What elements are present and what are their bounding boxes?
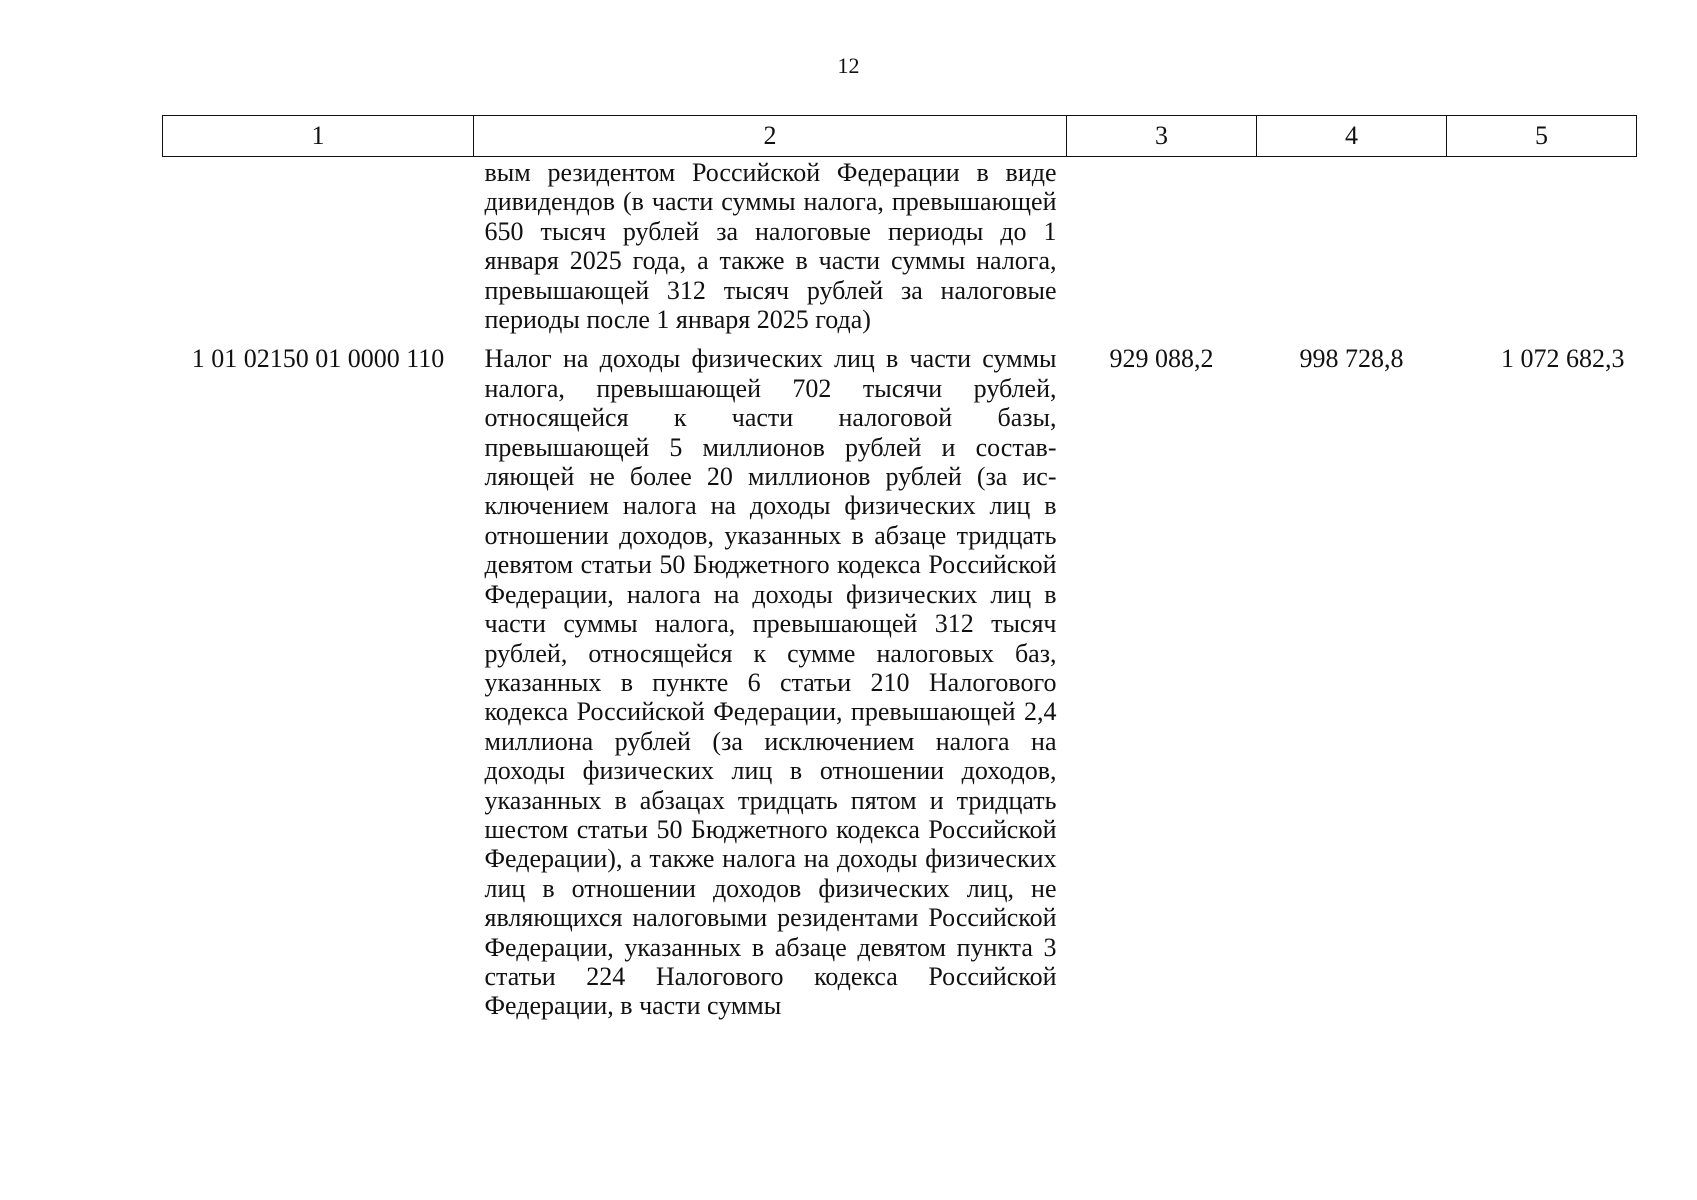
value-col-3: 929 088,2 <box>1109 344 1214 374</box>
column-header-3: 3 <box>1067 116 1257 157</box>
description-text: Налог на доходы физических лиц в части суммы налога, превышающей 702 тысячи рублей, относящейся к части налоговой базы, превышающей 5 миллионов рублей и составляющей не более 20 миллионов рублей (за исключением налога на доходы физических лиц в отношении доходов, указанных в абзаце тридцать девятом статьи 50 Бюджетного кодекса Российской Федерации, налога на доходы физических лиц в части суммы налога, превышающей 312 тысяч рублей, относящейся к сумме налоговых баз, указанных в пункте 6 статьи 210 Налогового кодекса Российской Федерации, превышающей 2,4 миллиона рублей (за исключением налога на доходы физических лиц в отношении доходов, указанных в абзацах тридцать пятом и тридцать шестом статьи 50 Бюджетного кодекса Российской Федерации), а также налога на доходы физических лиц в отношении доходов физических лиц, не являющихся налоговыми резидентами Российской Федерации, указанных в абзаце девятом пункта 3 статьи 224 Налогового кодекса Российской Федерации, в части суммы <box>484 344 1057 1021</box>
description-cell <box>474 157 1067 345</box>
table-body <box>163 157 1637 1021</box>
value-col-3 <box>1067 157 1257 345</box>
column-header-1: 1 <box>163 116 474 157</box>
value-col-4: 998 728,8 <box>1299 344 1404 374</box>
header-row <box>163 116 1637 157</box>
description-text: вым резидентом Российской Федерации в виде дивидендов (в части суммы налога, превышающей 650 тысяч рублей за налоговые периоды до 1 января 2025 года, а также в части суммы налога, превышающей 312 тысяч рублей за налоговые периоды после 1 января 2025 года) <box>484 158 1057 335</box>
description-cell <box>474 344 1067 1020</box>
table-row <box>163 344 1637 1020</box>
classification-code <box>163 157 474 345</box>
column-header-2: 2 <box>474 116 1067 157</box>
page-number: 12 <box>837 53 860 78</box>
value-col-4 <box>1257 157 1447 345</box>
budget-revenue-table <box>162 115 1637 1021</box>
value-col-5 <box>1447 157 1637 345</box>
column-header-5: 5 <box>1447 116 1637 157</box>
table-row-continuation <box>163 157 1637 345</box>
table-header <box>163 116 1637 157</box>
classification-code: 1 01 02150 01 0000 110 <box>191 344 445 374</box>
value-col-5: 1 072 682,3 <box>1501 344 1625 374</box>
column-header-4: 4 <box>1257 116 1447 157</box>
